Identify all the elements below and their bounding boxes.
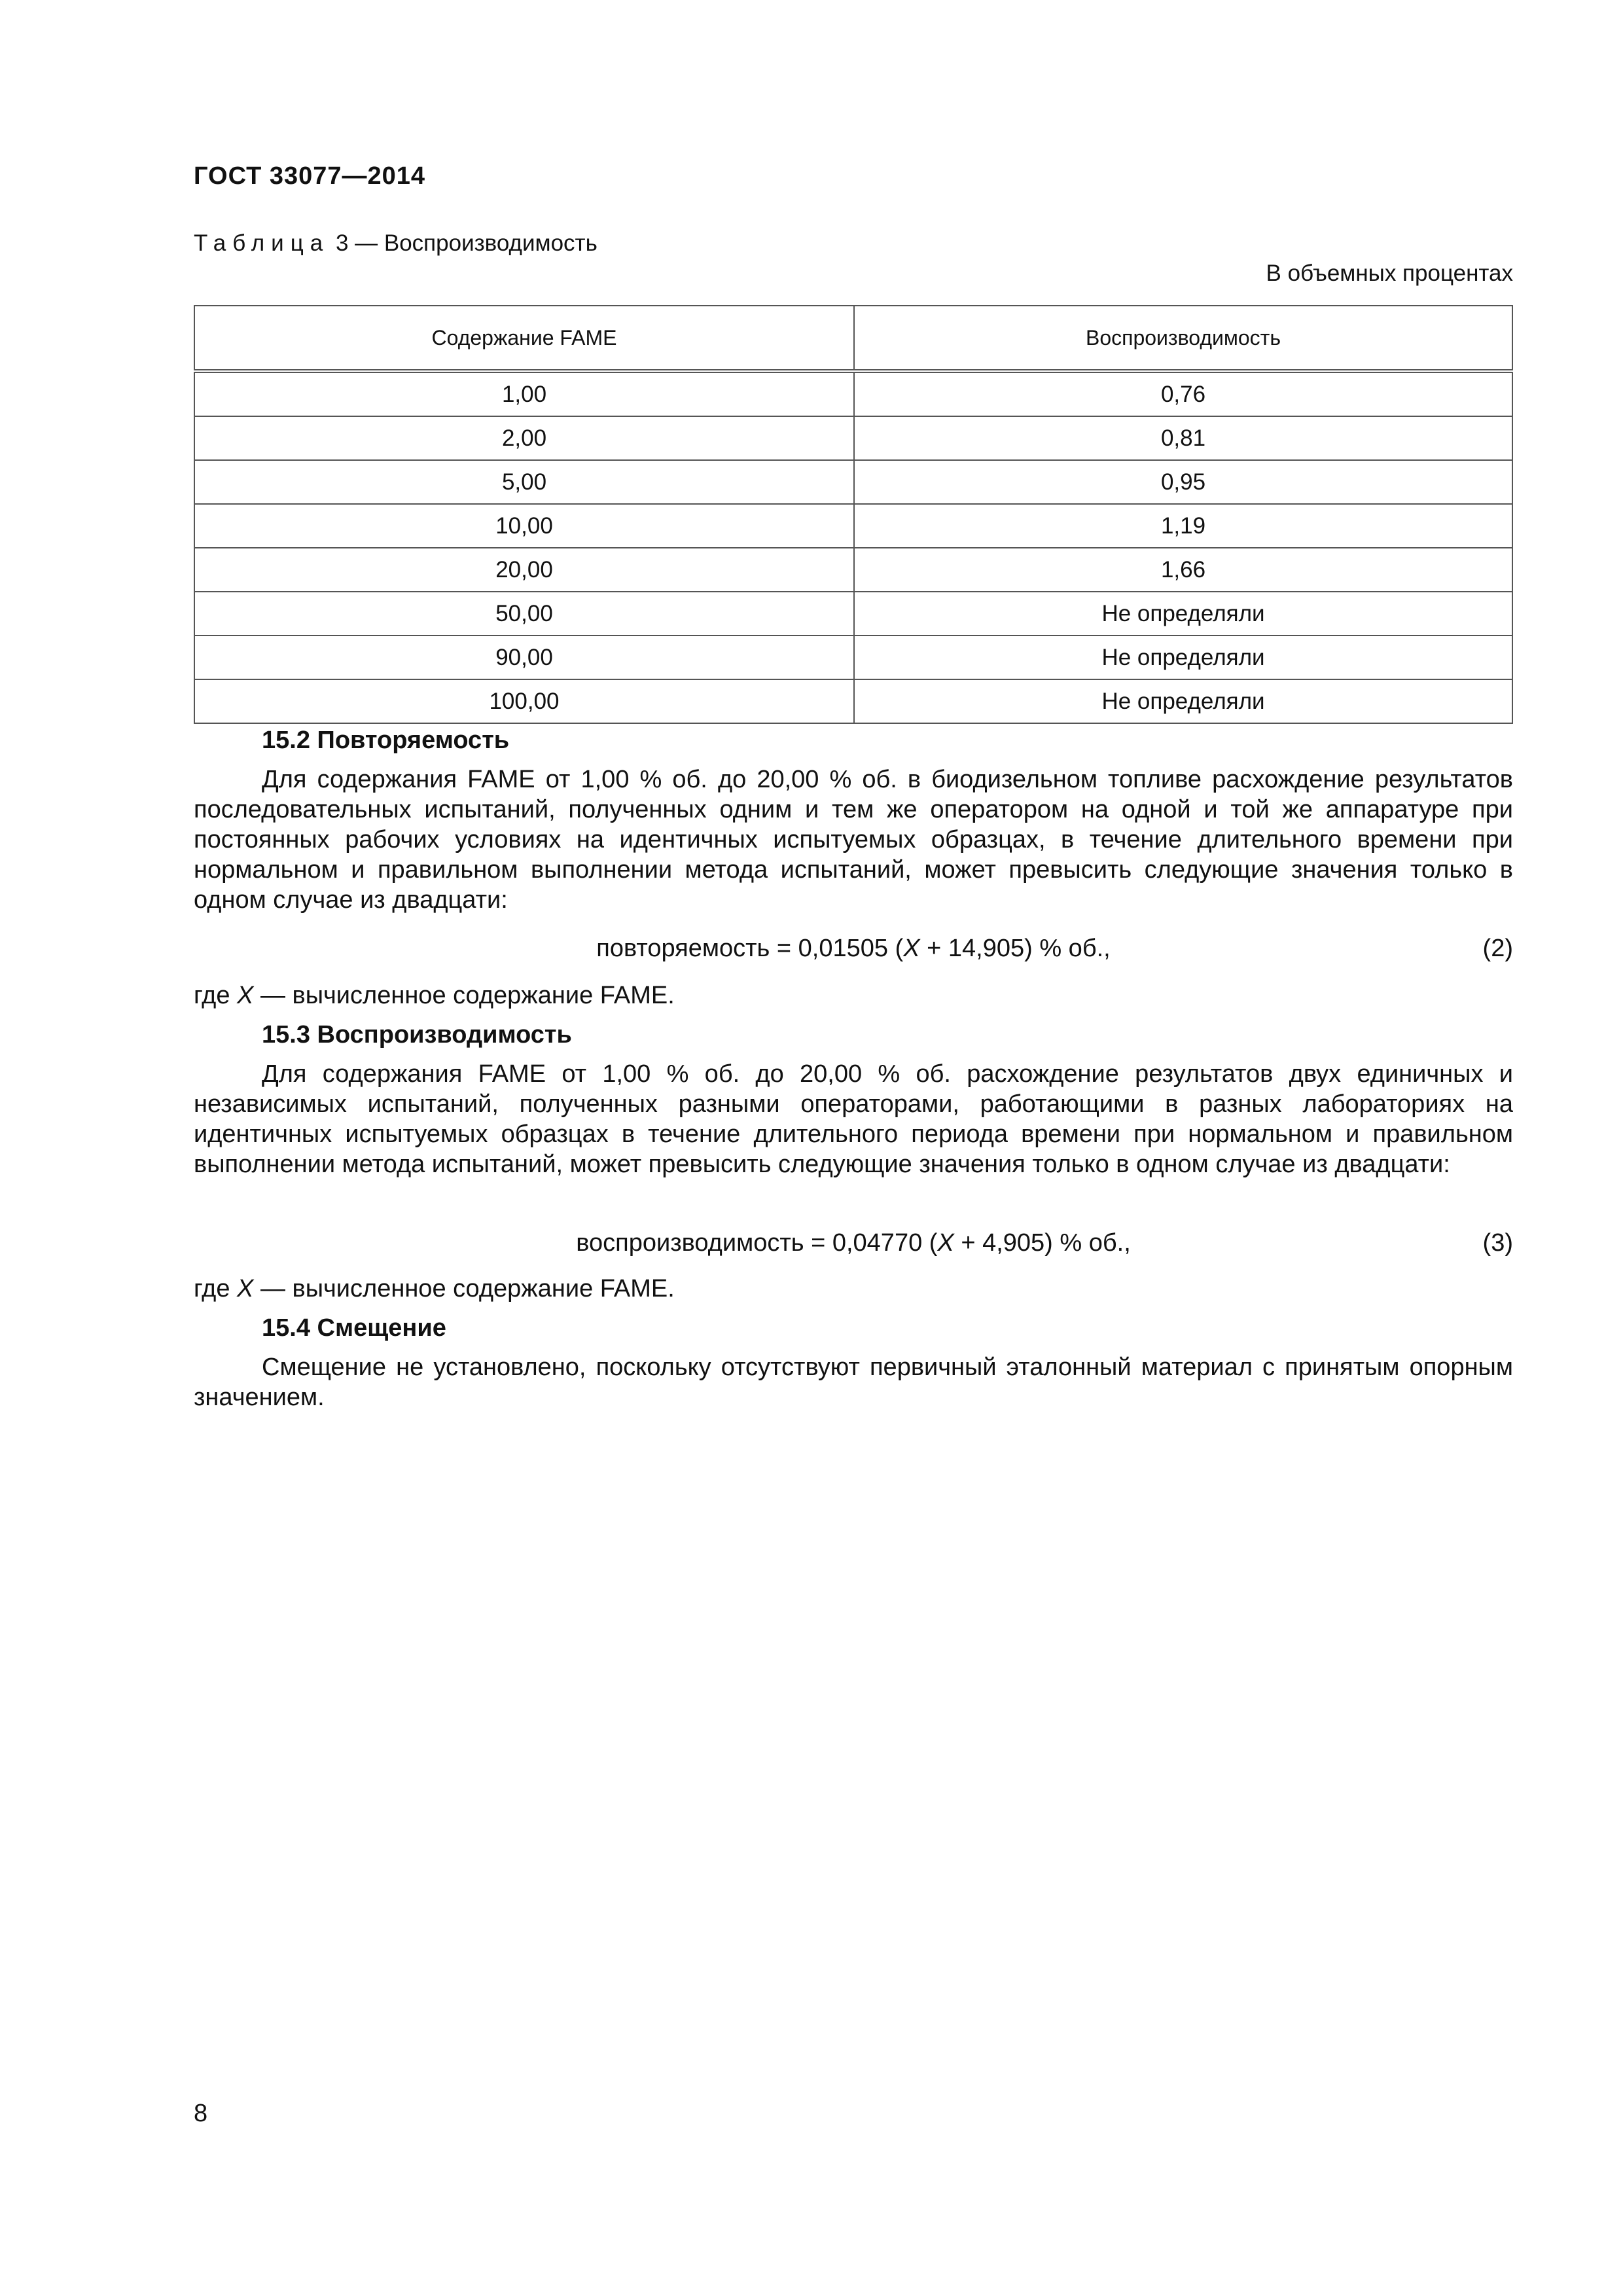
standard-code: ГОСТ 33077—2014 — [194, 162, 426, 190]
where-part: — вычисленное содержание FAME. — [253, 1275, 675, 1302]
table-row — [194, 636, 1512, 679]
formula-reproducibility — [194, 1229, 1513, 1259]
formula-part: + 4,905) % об., — [954, 1229, 1131, 1257]
table-row — [194, 548, 1512, 592]
where-part: где — [194, 982, 238, 1009]
formula-part: воспроизводимость = 0,04770 ( — [576, 1229, 938, 1257]
column-header-reproducibility: Воспроизводимость — [854, 306, 1512, 371]
paragraph-bias-text: Смещение не установлено, поскольку отсутствуют первичный эталонный материал с принятым опорным значением. — [194, 1354, 1513, 1411]
where-part: где — [194, 1275, 238, 1302]
where-clause — [194, 982, 675, 1010]
reproducibility-cell: Не определяли — [854, 636, 1512, 679]
section-heading-reproducibility: 15.3 Воспроизводимость — [262, 1021, 572, 1049]
reproducibility-cell: 0,95 — [854, 460, 1512, 504]
table-caption — [194, 230, 597, 257]
formula-number: (2) — [1482, 935, 1513, 962]
fame-cell: 50,00 — [194, 592, 854, 636]
reproducibility-cell: Не определяли — [854, 592, 1512, 636]
table-row — [194, 416, 1512, 460]
fame-cell: 100,00 — [194, 679, 854, 723]
reproducibility-cell: 1,66 — [854, 548, 1512, 592]
reproducibility-cell: 0,81 — [854, 416, 1512, 460]
paragraph-reproducibility — [194, 1059, 1513, 1179]
table-row — [194, 679, 1512, 723]
formula-text — [194, 1229, 1513, 1257]
where-part: — вычисленное содержание FAME. — [253, 982, 675, 1009]
reproducibility-cell: 0,76 — [854, 371, 1512, 416]
table-header-row — [194, 306, 1512, 371]
reproducibility-table — [194, 305, 1513, 724]
formula-number: (3) — [1482, 1229, 1513, 1257]
paragraph-bias — [194, 1352, 1513, 1412]
table-row — [194, 592, 1512, 636]
fame-cell: 20,00 — [194, 548, 854, 592]
formula-repeatability — [194, 935, 1513, 965]
reproducibility-cell: 1,19 — [854, 504, 1512, 548]
paragraph-repeatability — [194, 764, 1513, 915]
formula-part: + 14,905) % об., — [919, 935, 1111, 962]
section-heading-repeatability: 15.2 Повторяемость — [262, 726, 510, 754]
formula-text — [194, 935, 1513, 963]
table-caption-title: 3 — Воспроизводимость — [329, 230, 597, 256]
fame-cell: 10,00 — [194, 504, 854, 548]
fame-cell: 90,00 — [194, 636, 854, 679]
table-row — [194, 371, 1512, 416]
page-number: 8 — [194, 2100, 208, 2127]
table-units: В объемных процентах — [1266, 260, 1513, 286]
paragraph-repeatability-text: Для содержания FAME от 1,00 % об. до 20,00 % об. в биодизельном топливе расхождение результатов последовательных испытаний, полученных одним и тем же оператором на одной и той же аппаратуре при постоянных рабочих условиях на идентичных испытуемых образцах, в течение длительного времени при нормальном и правильном выполнении метода испытаний, может превысить следующие значения только в одном случае из двадцати: — [194, 766, 1513, 914]
paragraph-reproducibility-text: Для содержания FAME от 1,00 % об. до 20,00 % об. расхождение результатов двух единичных и независимых испытаний, полученных разными операторами, работающими в разных лабораториях на идентичных испытуемых образцах в течение длительного периода времени при нормальном и правильном выполнении метода испытаний, может превысить следующие значения только в одном случае из двадцати: — [194, 1060, 1513, 1178]
where-clause — [194, 1275, 675, 1303]
where-variable: X — [237, 982, 254, 1009]
table-row — [194, 460, 1512, 504]
formula-variable: X — [903, 935, 920, 962]
table-row — [194, 504, 1512, 548]
fame-cell: 1,00 — [194, 371, 854, 416]
fame-cell: 5,00 — [194, 460, 854, 504]
reproducibility-cell: Не определяли — [854, 679, 1512, 723]
table-caption-label: Таблица — [194, 230, 330, 256]
formula-part: повторяемость = 0,01505 ( — [596, 935, 904, 962]
fame-cell: 2,00 — [194, 416, 854, 460]
where-variable: X — [237, 1275, 254, 1302]
section-heading-bias: 15.4 Смещение — [262, 1314, 446, 1342]
column-header-fame: Содержание FAME — [194, 306, 854, 371]
formula-variable: X — [937, 1229, 954, 1257]
